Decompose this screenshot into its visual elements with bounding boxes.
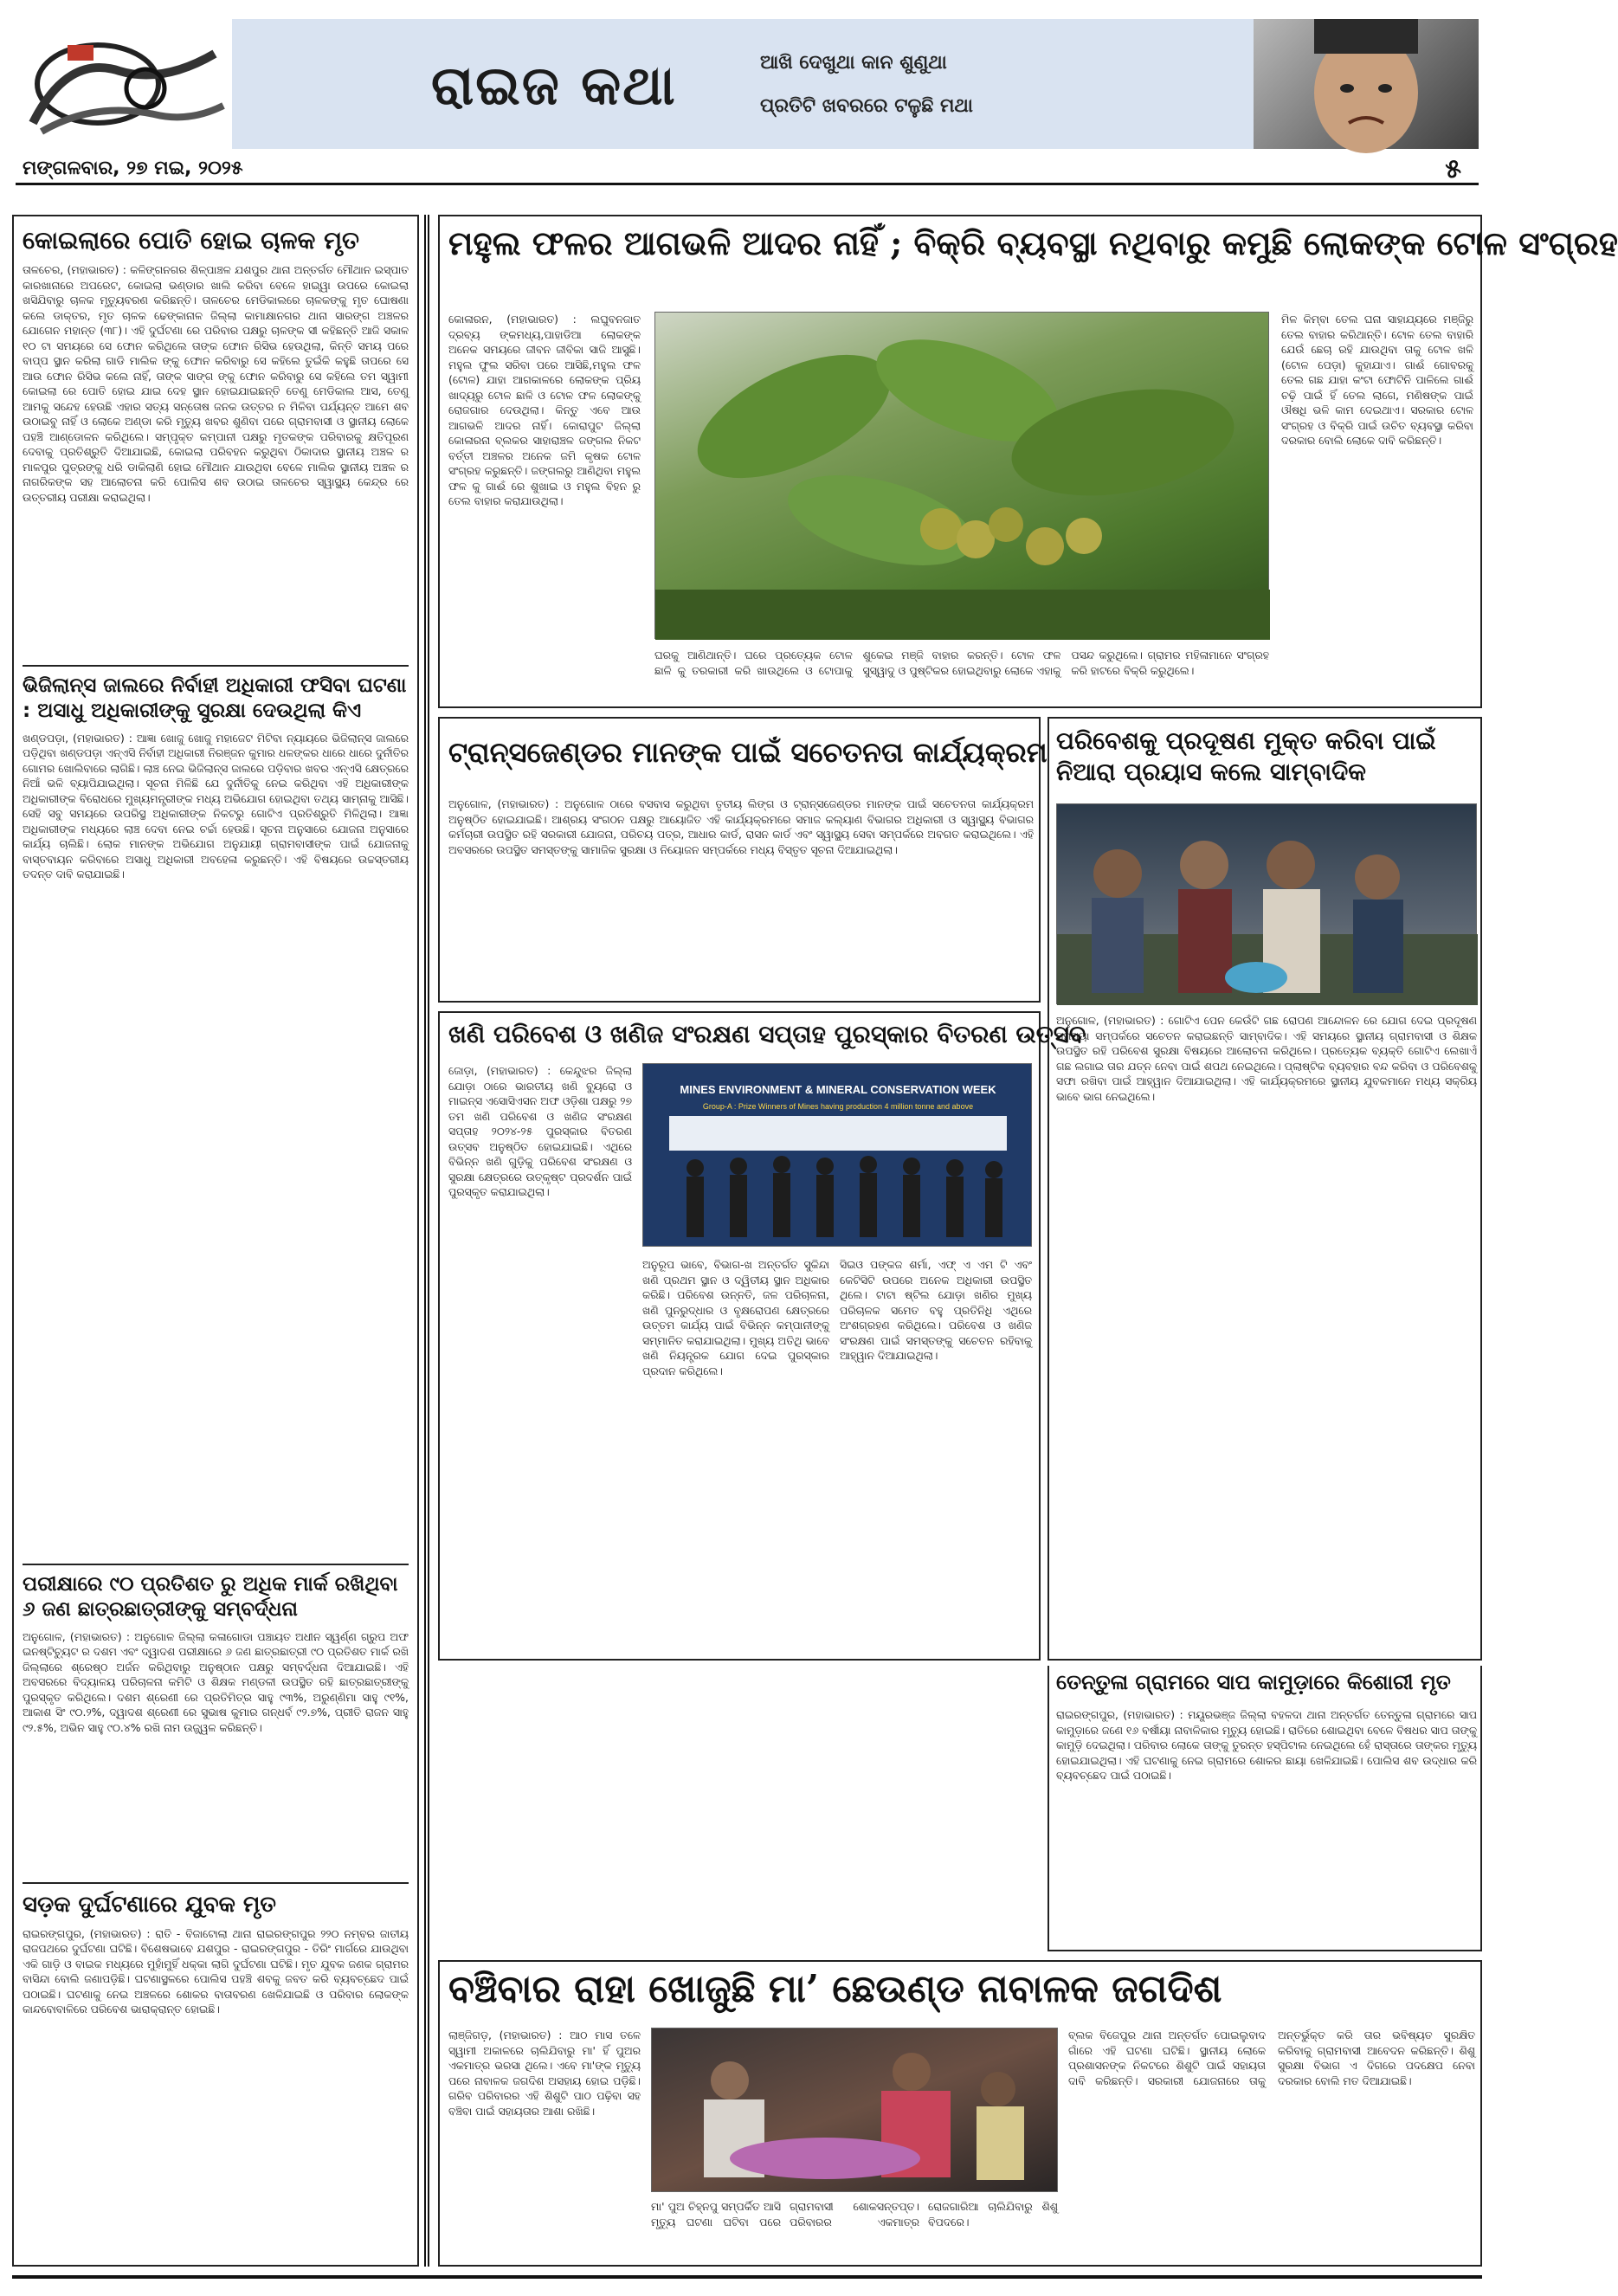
issue-date: ମଙ୍ଗଳବାର, ୨୭ ମଇ, ୨୦୨୫	[23, 158, 243, 179]
headline: ବଞ୍ଚିବାର ରାହା ଖୋଜୁଛି ମା’ ଛେଉଣ୍ଡ ନାବାଳକ ଜଗଦିଶ	[448, 1967, 1222, 2011]
story-body-left: ଜୋଡ଼ା, (ମହାଭାରତ) : କେନ୍ଦୁଝର ଜିଲ୍ଲା ଯୋଡ଼ା ଠାରେ ଭାରତୀୟ ଖଣି ବ୍ୟୁରୋ ଓ ମାଇନ୍ସ ଏସୋସିଏସନ ଅଫ ଓଡ଼ିଶା ପକ୍ଷରୁ ୨୭ ତମ ଖଣି ପରିବେଶ ଓ ଖଣିଜ ସଂରକ୍ଷଣ ସପ୍ତାହ ୨୦୨୪-୨୫ ପୁରସ୍କାର ବିତରଣ ଉତ୍ସବ ଅନୁଷ୍ଠିତ ହୋଇଯାଇଛି। ଏଥିରେ ବିଭିନ୍ନ ଖଣି ଗୁଡ଼ିକୁ ପରିବେଶ ସଂରକ୍ଷଣ ଓ ସୁରକ୍ଷା କ୍ଷେତ୍ରରେ ଉତ୍କୃଷ୍ଟ ପ୍ରଦର୍ଶନ ପାଇଁ ପୁରସ୍କୃତ କରାଯାଇଥିଲା।	[448, 1064, 632, 1198]
left-column	[12, 215, 419, 2267]
journalists-photo	[1056, 803, 1477, 1004]
story-coal-driver	[23, 225, 409, 658]
story-body-right: ସିଇଓ ପଙ୍କଜ ଶର୍ମା, ଏଫ୍ ଏ ଏମ ଟି ଏବଂ କେଟିସିଟି ଉପରେ ଅନେକ ଅଧିକାରୀ ଉପସ୍ଥିତ ଥିଲେ। ଟାଟା ଷ୍ଟିଲ ଯୋଡ଼ା ଖଣିର ମୁଖ୍ୟ ପରିଚାଳକ ସମେତ ବହୁ ପ୍ରତିନିଧି ଏଥିରେ ଅଂଶଗ୍ରହଣ କରିଥିଲେ। ପରିବେଶ ଓ ଖଣିଜ ସଂରକ୍ଷଣ ପାଇଁ ସମସ୍ତଙ୍କୁ ସଚେତନ ରହିବାକୁ ଆହ୍ୱାନ ଦିଆଯାଇଥିଲା।	[840, 1258, 1032, 1362]
headline: ମହୁଲ ଫଳର ଆଗଭଳି ଆଦର ନାହିଁ ; ବିକ୍ରି ବ୍ୟବସ୍ଥା ନଥିବାରୁ କମୁଛି ଲୋକଙ୍କ ଟୋଳ ସଂଗ୍ରହ	[448, 223, 1618, 262]
headline: ଟ୍ରାନ୍ସଜେଣ୍ଡର ମାନଙ୍କ ପାଇଁ ସଚେତନତା କାର୍ଯ୍ୟକ୍ରମ	[448, 736, 1048, 769]
story-mahul-fruit	[438, 215, 1618, 708]
event-banner-subtext: Group-A : Prize Winners of Mines having production 4 million tonne and above	[702, 1102, 974, 1111]
story-body-left: ଲାଞ୍ଜିଗଡ଼, (ମହାଭାରତ) : ଆଠ ମାସ ତଳେ ସ୍ୱାମୀ ଅକାଳରେ ଚାଲିଯିବାରୁ ମା' ହିଁ ପୁଅର ଏକମାତ୍ର ଭରସା ଥିଲେ। ଏବେ ମା'ଙ୍କ ମୃତ୍ୟୁ ପରେ ନାବାଳକ ଜଗଦିଶ ଅସହାୟ ହୋଇ ପଡ଼ିଛି। ଗରିବ ପରିବାରର ଏହି ଶିଶୁଟି ପାଠ ପଢ଼ିବା ସହ ବଞ୍ଚିବା ପାଇଁ ସହାୟତାର ଆଶା ରଖିଛି।	[448, 2028, 641, 2118]
headline: ପରୀକ୍ଷାରେ ୯୦ ପ୍ରତିଶତ ରୁ ଅଧିକ ମାର୍କ ରଖିଥିବା ୬ ଜଣ ଛାତ୍ରଛାତ୍ରୀଙ୍କୁ ସମ୍ବର୍ଦ୍ଧନା	[23, 1573, 398, 1621]
headline: ସଡ଼କ ଦୁର୍ଘଟଣାରେ ଯୁବକ ମୃତ	[23, 1892, 276, 1918]
divider	[23, 1882, 409, 1884]
divider	[23, 1564, 409, 1565]
event-banner-text: MINES ENVIRONMENT & MINERAL CONSERVATION WEEK	[680, 1083, 996, 1096]
story-body: ରାଇରଙ୍ଗପୁର, (ମହାଭାରତ) : ରାତି - ବିଜାଟୋଲା ଥାନା ରାଇରଙ୍ଗପୁର ୨୨୦ ନମ୍ବର ଜାତୀୟ ରାଜପଥରେ ଦୁର୍ଘଟଣା ଘଟିଛି। ବିଶେଷଭାବେ ଯଶପୁର - ରାଇରଙ୍ଗପୁର - ତିରିଂ ମାର୍ଗରେ ଯାଉଥିବା ଏକି ଗାଡ଼ି ଓ ବାଇକ ମଧ୍ୟରେ ମୁହାଁମୁହିଁ ଧକ୍କା ଲାଗି ଦୁର୍ଘଟଣା ଘଟିଛି। ମୃତ ଯୁବକ ଜଣକ ଗ୍ରାମର ବାସିନ୍ଦା ବୋଲି ଜଣାପଡ଼ିଛି। ଘଟଣାସ୍ଥଳରେ ପୋଲିସ ପହଞ୍ଚି ଶବକୁ ଜବତ କରି ବ୍ୟବଚ୍ଛେଦ ପାଇଁ ପଠାଇଛି। ଘଟଣାକୁ ନେଇ ଅଞ୍ଚଳରେ ଶୋକର ବାତାବରଣ ଖେଳିଯାଇଛି ଓ ପରିବାର ଲୋକଙ୍କ କାନ୍ଦବୋବାଳିରେ ପରିବେଶ ଭାରାକ୍ରାନ୍ତ ହୋଇଛି।	[23, 1926, 409, 2015]
story-body: ଖଣ୍ଡପଡ଼ା, (ମହାଭାରତ) : ଆଜ୍ଞା ଖୋଜୁ ଖୋଜୁ ମହାଜେଟ ମିଟିବା ନ୍ୟାୟରେ ଭିଜିଲାନ୍ସ ଜାଲରେ ପଡ଼ିଥିବା ଖଣ୍ଡପଡ଼ା ଏନ୍ଏସି ନିର୍ବାହୀ ଅଧିକାରୀ ନିରଞ୍ଜନ କୁମାର ଧଳଙ୍କର ଧାରେ ଧାରେ ଦୁର୍ନୀତିର ଗୋମର ଖୋଲିବାରେ ଲାଗିଛି। ଲାଞ୍ଚ ନେଇ ଭିଜିଲାନ୍ସ ଜାଲରେ ପଡ଼ିବାର ଖବର ଏନ୍ଏସି କ୍ଷେତ୍ରରେ ନିଆଁ ଭଳି ବ୍ୟାପିଯାଇଥିଲା। ସୂଚନା ମିଳିଛି ଯେ ଦୁର୍ନୀତିକୁ ନେଇ କରିଥିବା ଏହି ଅଧିକାରୀଙ୍କ ଅଧିକାରୀଙ୍କ ବିରୋଧରେ ମୁଖ୍ୟମନ୍ତ୍ରୀଙ୍କ ମଧ୍ୟ ଅଭିଯୋଗ ହୋଇଥିବା ତଥ୍ୟ ସାମ୍ନାକୁ ଆସିଛି। ସେହି ସବୁ ସମୟରେ ଉପରିସ୍ଥ ଅଧିକାରୀଙ୍କ ନିକଟରୁ ଗୋଟିଏ ପ୍ରତିଶ୍ରୁତି ମିଳିଥିଲା। ଆଜ୍ଞା ଅଧିକାରୀଙ୍କ ମଧ୍ୟରେ ଲାଞ୍ଚ ଦେବା ନେଇ ଚର୍ଚ୍ଚା ହେଉଛି। ସୂଚନା ଅନୁସାରେ ଯୋଜନା ଅନୁସାରେ କାର୍ଯ୍ୟ ଚାଲିଛି। ଲୋକ ମାନଙ୍କ ଅଭିଯୋଗ ଅନୁଯାୟୀ ଗ୍ରାମବାସୀଙ୍କ ପାଇଁ ଯୋଜନାକୁ ବାସ୍ତବାୟନ କରିବାରେ ଅସାଧୁ ଅଧିକାରୀ ଅବହେଳା କରୁଛନ୍ତି। ଏହି ବିଷୟରେ ଉଚ୍ଚସ୍ତରୀୟ ତଦନ୍ତ ଦାବି କରାଯାଇଛି।	[23, 731, 409, 880]
newspaper-title: ରାଇଜ କଥା	[431, 54, 677, 117]
story-body-mid: ଅନୁରୂପ ଭାବେ, ବିଭାଗ-ଖ ଅନ୍ତର୍ଗତ ସୁକିନ୍ଦା ଖଣି ପ୍ରଥମ ସ୍ଥାନ ଓ ଦ୍ୱିତୀୟ ସ୍ଥାନ ଅଧିକାର କରିଛି। ପରିବେଶ ଉନ୍ନତି, ଜଳ ପରିଚାଳନା, ଖଣି ପୁନରୁଦ୍ଧାର ଓ ବୃକ୍ଷରୋପଣ କ୍ଷେତ୍ରରେ ଉତ୍ତମ କାର୍ଯ୍ୟ ପାଇଁ ବିଭିନ୍ନ କମ୍ପାନୀଙ୍କୁ ସମ୍ମାନିତ କରାଯାଇଥିଲା। ମୁଖ୍ୟ ଅତିଥି ଭାବେ ଖଣି ନିୟନ୍ତ୍ରକ ଯୋଗ ଦେଇ ପୁରସ୍କାର ପ୍ରଦାନ କରିଥିଲେ।	[642, 1258, 829, 1377]
headline: କୋଇଲାରେ ପୋତି ହୋଇ ଚାଳକ ମୃତ	[23, 226, 359, 255]
headline: ଖଣି ପରିବେଶ ଓ ଖଣିଜ ସଂରକ୍ଷଣ ସପ୍ତାହ ପୁରସ୍କାର ବିତରଣ ଉତ୍ସବ	[448, 1020, 1086, 1048]
award-ceremony-photo	[642, 1063, 1032, 1247]
tagline-2: ପ୍ରତିଟି ଖବରରେ ଟଳୁଛି ମଥା	[760, 95, 973, 117]
story-transgender	[438, 717, 1048, 1003]
story-body: ତାଳଚେର, (ମହାଭାରତ) : କଳିଙ୍ଗନଗର ଶିଳ୍ପାଞ୍ଚଳ ଯଶପୁର ଥାନା ଅନ୍ତର୍ଗତ ମୌଥାନ ଇସ୍ପାତ କାରଖାନାରେ ଅପରେଟ, କୋଇଲା ଭଣ୍ଡାର ଖାଲି କରିବା ବେଳେ ହାଇ୍ୱା ଉପରେ କୋଇଲା ଖସିଯିବାରୁ ଚାଳକ ମୃତ୍ୟୁବରଣ କରିଛନ୍ତି। ତାଳଚେର ମେଡିକାଲରେ ଚାଳକଙ୍କୁ ମୃତ ଘୋଷଣା କଲେ ଡାକ୍ତର, ମୃତ ଚାଳକ ଢେଙ୍କାନାଳ ଜିଲ୍ଲା କାମାକ୍ଷାନଗର ଥାନା ସାରଙ୍ଗ ଅଞ୍ଚଳର ଯୋଗେନ ମହାନ୍ତ (୩୮)। ଏହି ଦୁର୍ଘଟଣା ରେ ପରିବାର ପକ୍ଷରୁ ଚାଳଙ୍କ ସୀ କହିଛନ୍ତି ଆଜି ସକାଳ ୧୦ ଟା ସମୟରେ ସେ ଫୋନ କରିଥିଲେ ତାଙ୍କ ଫୋନ ରିସିଭ ହେଉଥିଲା, କିନ୍ତି ସମୟ ପରେ ବାପ୍ପ ସ୍ଥାନ କରିଲା ଗାଡି ମାଲିକ ଙ୍କୁ ଫୋନ କରିବାରୁ ସେ କହିଲେ ତୁଇଁକି କହୁଛି ତାପରେ ସେ ଆଉ ଫୋନ ରିସିଭ କଲେ ନାହିଁ, ତାଙ୍କ ସାଙ୍ଗ ଙ୍କୁ ଫୋନ କରିବାରୁ ସେ କହିଲେ ତମ ସ୍ୱାମୀ କୋଇଲା ରେ ପୋତି ହୋଇ ଯାଇ ଦେହ ସ୍ଥାନ ହୋଇଯାଇଛନ୍ତି ତେଣୁ ମେଡିକାଲ ଆସ, ତେଣୁ ଆମକୁ ସନ୍ଦେହ ହେଉଛି ଏହାର ସତ୍ୟ ସନ୍ତୋଷ ଜନକ ଉତ୍ତର ନ ମିଳିବା ପର୍ଯ୍ୟନ୍ତ ଆମେ ଶବ ଉଠାଇବୁ ନାହିଁ ଓ ଲୋକେ ଅଣ୍ଡା କରି ମୃତ୍ୟୁ ଖବର ଶୁଣିବା ପରେ ଗ୍ରାମବାସୀ ଓ ସ୍ଥାନୀୟ ଲୋକେ ପହଞ୍ଚି ଆଣ୍ଡୋଳନ କରିଥିଲେ। ସମ୍ପୃକ୍ତ କମ୍ପାନୀ ପକ୍ଷରୁ ମୃତକଙ୍କ ପରିବାରକୁ କ୍ଷତିପୂରଣ ଦେବାକୁ ପ୍ରତିଶ୍ରୁତି ଦିଆଯାଇଛି, କୋଇଲା ପରିବହନ କରୁଥିବା ଠିକାଦାର ସ୍ଥାନୀୟ ଅଞ୍ଚଳ ର ମାଳପୁର ପୁତ୍ରଙ୍କୁ ଧରି ଡାକିଲାଣି ହୋଇ ମୌଥାନ ଯାଉଥିବା ବେଳେ ମାଲିକ ସ୍ଥାନୀୟ ଅଞ୍ଚଳ ର ନାଗରିକଙ୍କ ସହ ଆଲୋଚନା କରି ପୋଲିସ ଶବ ଉଠାଇ ତାଳଚେର ସ୍ୱାସ୍ଥ୍ୟ କେନ୍ଦ୍ର ରେ ଉତ୍ତରୀୟ ପରୀକ୍ଷା କରାଇଥିଲା।	[23, 263, 409, 504]
story-snake-bite	[1048, 1666, 1482, 1951]
story-mines-award	[438, 1011, 1086, 1661]
story-body-right: ମିଳ କିମ୍ବା ତେଲ ଘନା ସାହାଯ୍ୟରେ ମଞ୍ଜିରୁ ତେଲ ବାହାର କରିଥାନ୍ତି। ଟୋଳ ତେଲ ବାହାରି ଯେଉଁ ଛେଚା ରହି ଯାଉଥିବା ତାକୁ ଟୋଳ ଖଳି (ଟୋଳ ପେଡ଼ା) କୁହାଯାଏ। ଗାଈଁ ଗୋବରକୁ ତେଲ ଗଛ ଯାହା କଂଟା ଫୋଟିନି ପାଳିଲେ ଗାଈଁ ଚଢ଼ି ପାଇଁ ହିଁ ତେଲ ଲାଗେ, ମଣିଷଙ୍କ ପାଇଁ ଔଷଧି ଭଳି କାମ ଦେଇଥାଏ। ସରକାର ଟୋଳ ସଂଗ୍ରହ ଓ ବିକ୍ରି ପାଇଁ ଉଚିତ ବ୍ୟବସ୍ଥା କରିବା ଦରକାର ବୋଲି ଲୋକେ ଦାବି କରିଛନ୍ତି।	[1281, 313, 1473, 447]
story-body-left: କୋଳାରନ, (ମହାଭାରତ) : ଲଘୁବନଜାତ ଦ୍ରବ୍ୟ ଙ୍କମଧ୍ୟ,ପାହାଡିଆ ଲୋକଙ୍କ ଅନେକ ସମୟରେ ଜୀବନ ଜୀବିକା ସାଜି ଆସୁଛି। ମହୁଲ ଫୁଲ ସରିବା ପରେ ଆସିଛି,ମହୁଲ ଫଳ (ଟୋଳ) ଯାହା ଆଗକାଳରେ ଲୋକଙ୍କ ପ୍ରିୟ ଖାଦ୍ୟରୁ ଟୋଳ ଛାଳି ଓ ଟୋଳ ଫଳ ଲୋକଙ୍କୁ ରୋଜଗାର ଦେଉଥିଲା। କିନ୍ତୁ ଏବେ ଆଉ ଆଗଭଳି ଆଦର ନାହିଁ। କୋରାପୁଟ ଜିଲ୍ଲା କୋଳାରନା ବ୍ଲକର ସାହାରାଞ୍ଚଳ ଜଙ୍ଗଲ ନିକଟ ବର୍ତ୍ତୀ ଅଞ୍ଚଳର ଅନେକ ଜମି କୃଷକ ଟୋଳ ସଂଗ୍ରହ କରୁଛନ୍ତି। ଜଙ୍ଗଲରୁ ଆଣିଥିବା ମହୁଲ ଫଳ କୁ ଗାଈଁ ରେ ଶୁଖାଇ ଓ ମହୁଲ ବିହନ ରୁ ତେଲ ବାହାର କରାଯାଉଥିଲା।	[448, 313, 641, 507]
story-body-mid: ଘରକୁ ଆଣିଥାନ୍ତି। ଘରେ ପ୍ରତ୍ୟେକ ଟୋଳ ଛାଳି କୁ ତରକାରୀ କରି ଖାଉଥିଲେ ଓ ଟୋପାକୁ ଶୁକେଇ ମଞ୍ଜି ବାହାର କରନ୍ତି। ଟୋଳ ଫଳ ସୁସ୍ୱାଦୁ ଓ ପୁଷ୍ଟିକର ହୋଇଥିବାରୁ ଲୋକେ ଏହାକୁ ପସନ୍ଦ କରୁଥିଲେ। ଗ୍ରାମର ମହିଳାମାନେ ସଂଗ୍ରହ କରି ହାଟରେ ବିକ୍ରି କରୁଥିଲେ।	[654, 648, 1269, 677]
story-environment	[1048, 717, 1482, 1661]
divider	[23, 665, 409, 667]
story-road-accident	[23, 1891, 409, 2254]
main-area	[438, 215, 1618, 2267]
grieving-family-photo	[651, 2028, 1058, 2192]
footer-rule	[12, 2275, 1482, 2279]
column-rule	[424, 215, 429, 2267]
headline: ତେନ୍ତୁଳା ଗ୍ରାମରେ ସାପ କାମୁଡ଼ାରେ କିଶୋରୀ ମୃତ	[1056, 1669, 1451, 1694]
story-body: ରାଇରଙ୍ଗପୁର, (ମହାଭାରତ) : ମୟୂରଭଞ୍ଜ ଜିଲ୍ଲା ବହଳଦା ଥାନା ଅନ୍ତର୍ଗତ ତେନ୍ତୁଳା ଗ୍ରାମରେ ସାପ କାମୁଡ଼ାରେ ଜଣେ ୧୬ ବର୍ଷୀୟା ନାବାଳିକାର ମୃତ୍ୟୁ ହୋଇଛି। ରାତିରେ ଶୋଇଥିବା ବେଳେ ବିଷଧର ସାପ ତାଙ୍କୁ କାମୁଡ଼ି ଦେଇଥିଲା। ପରିବାର ଲୋକେ ତାଙ୍କୁ ତୁରନ୍ତ ହସ୍ପିଟାଲ ନେଇଥିଲେ ହେଁ ରାସ୍ତାରେ ତାଙ୍କର ମୃତ୍ୟୁ ହୋଇଯାଇଥିଲା। ଏହି ଘଟଣାକୁ ନେଇ ଗ୍ରାମରେ ଶୋକର ଛାୟା ଖେଳିଯାଇଛି। ପୋଲିସ ଶବ ଉଦ୍ଧାର କରି ବ୍ୟବଚ୍ଛେଦ ପାଇଁ ପଠାଇଛି।	[1056, 1708, 1478, 1782]
crying-child-photo	[1254, 19, 1479, 149]
story-body: ଅନୁଗୋଳ, (ମହାଭାରତ) : ଅନୁଗୋଳ ଜିଲ୍ଲା କଳାଗୋଡା ପଞ୍ଚାୟତ ଅଧୀନ ସ୍ୱର୍ଣ୍ଣ ଗ୍ରୁପ ଅଫ ଇନଷ୍ଟିଚ୍ୟୁଟ ର ଦଶମ ଏବଂ ଦ୍ୱାଦଶ ପରୀକ୍ଷାରେ ୬ ଜଣ ଛାତ୍ରଛାତ୍ରୀ ୯୦ ପ୍ରତିଶତ ମାର୍କ ରଖି ଜିଲ୍ଲାରେ ଶ୍ରେଷ୍ଠ ଅର୍ଜନ କରିଥିବାରୁ ଅନୁଷ୍ଠାନ ପକ୍ଷରୁ ସମ୍ବର୍ଦ୍ଧନା ଦିଆଯାଇଛି। ଏହି ଅବସରରେ ବିଦ୍ୟାଳୟ ପରିଚାଳନା କମିଟି ଓ ଶିକ୍ଷକ ମଣ୍ଡଳୀ ଉପସ୍ଥିତ ରହି ଛାତ୍ରଛାତ୍ରୀଙ୍କୁ ପୁରସ୍କୃତ କରିଥିଲେ। ଦଶମ ଶ୍ରେଣୀ ରେ ପ୍ରତିମିତ୍ର ସାହୁ ୯୩%, ଅରୁଣ୍ଣିମା ସାହୁ ୯୧%, ଆକାଶ ସିଂ ୯୦.୨%, ଦ୍ୱାଦଶ ଶ୍ରେଣୀ ରେ ସୁଭାଷ କୁମାର ଗନ୍ଧର୍ବ ୯୨.୭%, ପ୍ରୀତି ରାଜନ ସାହୁ ୯୨.୫%, ଅଭିନ ସାହୁ ୯୦.୪% ରଖି ନାମ ଉଜ୍ଜ୍ୱଳ କରିଛନ୍ତି।	[23, 1629, 409, 1734]
story-body-right: ବ୍ଲକ ବିଜେପୁର ଥାନା ଅନ୍ତର୍ଗତ ପୋଇଲୁବାଦ ଗାଁରେ ଏହି ଘଟଣା ଘଟିଛି। ସ୍ଥାନୀୟ ଲୋକେ ପ୍ରଶାସନଙ୍କ ନିକଟରେ ଶିଶୁଟି ପାଇଁ ସହାୟତା ଦାବି କରିଛନ୍ତି। ସରକାରୀ ଯୋଜନାରେ ତାକୁ ଅନ୍ତର୍ଭୁକ୍ତ କରି ତାର ଭବିଷ୍ୟତ ସୁରକ୍ଷିତ କରିବାକୁ ଗ୍ରାମବାସୀ ଆବେଦନ କରିଛନ୍ତି। ଶିଶୁ ସୁରକ୍ଷା ବିଭାଗ ଏ ଦିଗରେ ପଦକ୍ଷେପ ନେବା ଦରକାର ବୋଲି ମତ ଦିଆଯାଇଛି।	[1068, 2028, 1475, 2087]
story-body: ଅନୁଗୋଳ, (ମହାଭାରତ) : ଅନୁଗୋଳ ଠାରେ ବସବାସ କରୁଥିବା ତୃତୀୟ ଲିଙ୍ଗ ଓ ଟ୍ରାନ୍ସଜେଣ୍ଡର ମାନଙ୍କ ପାଇଁ ସଚେତନତା କାର୍ଯ୍ୟକ୍ରମ ଅନୁଷ୍ଠିତ ହୋଇଯାଇଛି। ଆଶ୍ରୟ ସଂଗଠନ ପକ୍ଷରୁ ଆୟୋଜିତ ଏହି କାର୍ଯ୍ୟକ୍ରମରେ ସମାଜ କଲ୍ୟାଣ ବିଭାଗର ଅଧିକାରୀ ଓ ସ୍ୱାସ୍ଥ୍ୟ ବିଭାଗର କର୍ମଚାରୀ ଉପସ୍ଥିତ ରହି ସରକାରୀ ଯୋଜନା, ପରିଚୟ ପତ୍ର, ଆଧାର କାର୍ଡ, ରାସନ କାର୍ଡ ଏବଂ ସ୍ୱାସ୍ଥ୍ୟ ସେବା ସମ୍ପର୍କରେ ଅବଗତ କରାଇଥିଲେ। ଏହି ଅବସରରେ ଉପସ୍ଥିତ ସମସ୍ତଙ୍କୁ ସାମାଜିକ ସୁରକ୍ଷା ଓ ନିୟୋଜନ ସମ୍ପର୍କରେ ମଧ୍ୟ ବିସ୍ତୃତ ସୂଚନା ଦିଆଯାଇଥିଲା।	[448, 797, 1034, 856]
headline: ପରିବେଶକୁ ପ୍ରଦୂଷଣ ମୁକ୍ତ କରିବା ପାଇଁ ନିଆରା ପ୍ରୟାସ କଲେ ସାମ୍ବାଦିକ	[1056, 726, 1436, 787]
page-number: ୫	[1445, 154, 1461, 184]
handcuff-illustration	[16, 19, 232, 149]
story-students	[23, 1572, 409, 1875]
story-vigilance	[23, 674, 409, 1557]
dateline	[16, 154, 1479, 185]
headline: ଭିଜିଲାନ୍ସ ଜାଲରେ ନିର୍ବାହୀ ଅଧିକାରୀ ଫସିବା ଘଟଣା : ଅସାଧୁ ଅଧିକାରୀଙ୍କୁ ସୁରକ୍ଷା ଦେଉଥିଲା କିଏ	[23, 674, 407, 722]
story-orphan-boy	[438, 1960, 1482, 2267]
masthead	[16, 19, 1479, 149]
tagline-1: ଆଖି ଦେଖୁଥା କାନ ଶୁଣୁଥା	[760, 52, 947, 74]
story-body: ଅନୁଗୋଳ, (ମହାଭାରତ) : ଗୋଟିଏ ପେନ କେଉଁଟି ଗଛ ରୋପଣ ଆନ୍ଦୋଳନ ରେ ଯୋଗ ଦେଇ ପ୍ରଦୂଷଣ ସମସ୍ୟା ସମ୍ପର୍କରେ ସଚେତନ କରାଇଛନ୍ତି ସାମ୍ବାଦିକ। ଏହି ସମୟରେ ସ୍ଥାନୀୟ ଗ୍ରାମବାସୀ ଓ ଶିକ୍ଷକ ଉପସ୍ଥିତ ରହି ପରିବେଶ ସୁରକ୍ଷା ବିଷୟରେ ଆଲୋଚନା କରିଥିଲେ। ପ୍ରତ୍ୟେକ ବ୍ୟକ୍ତି ଗୋଟିଏ ଲେଖାଏଁ ଗଛ ଲଗାଇ ତାର ଯତ୍ନ ନେବା ପାଇଁ ଶପଥ ନେଇଥିଲେ। ପ୍ଲାଷ୍ଟିକ ବ୍ୟବହାର ବନ୍ଦ କରିବା ଓ ପରିବେଶକୁ ସଫା ରଖିବା ପାଇଁ ଆହ୍ୱାନ ଦିଆଯାଇଥିଲା। ଏହି କାର୍ଯ୍ୟକ୍ରମରେ ସ୍ଥାନୀୟ ଯୁବକମାନେ ମଧ୍ୟ ସକ୍ରିୟ ଭାବେ ଭାଗ ନେଇଥିଲେ।	[1056, 1014, 1477, 1103]
photo-caption-text: ମା' ପୁଅ ଚିହ୍ନପୁ ସମ୍ପର୍କିତ ଆସି ମୃତ୍ୟୁ ଘଟଣା ଘଟିବା ପରେ ଗ୍ରାମବାସୀ ଶୋକସନ୍ତପ୍ତ। ପରିବାରର ଏକମାତ୍ର ରୋଜଗାରିଆ ଚାଲିଯିବାରୁ ଶିଶୁ ବିପଦରେ।	[651, 2200, 1058, 2228]
mahul-fruit-photo	[654, 312, 1269, 639]
